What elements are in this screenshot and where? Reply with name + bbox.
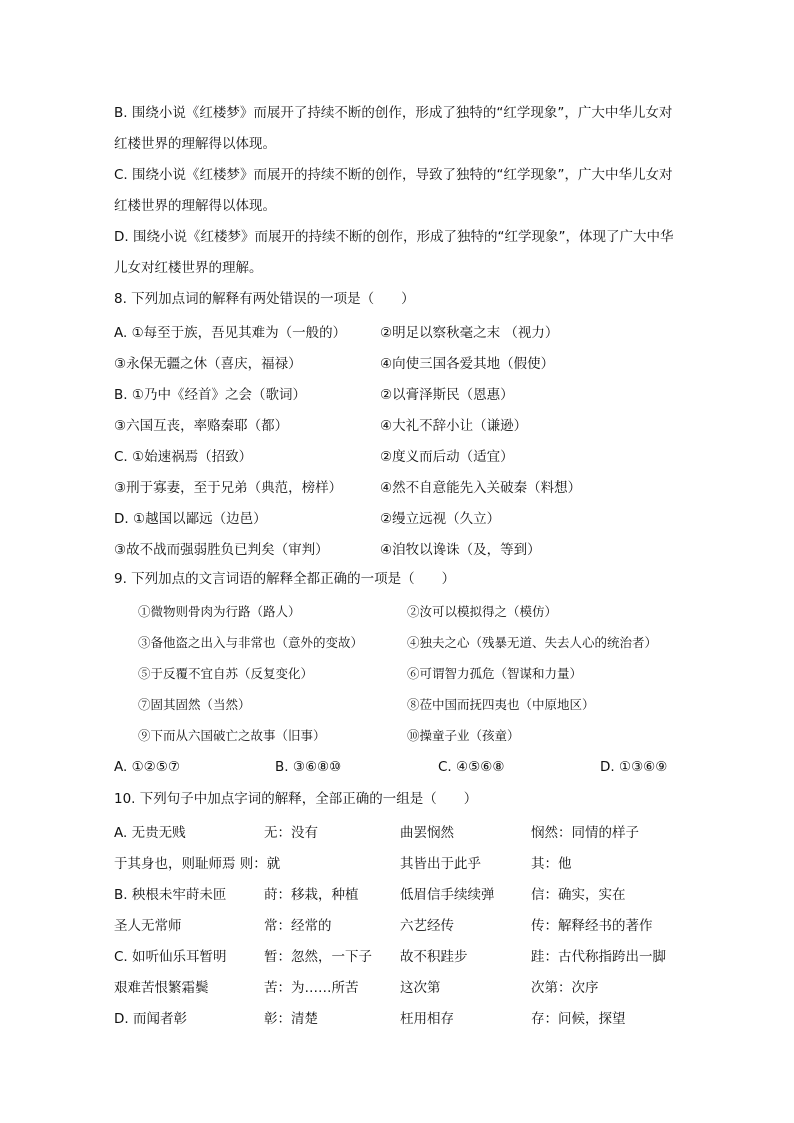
q10-cell: 跬：古代称指跨出一脚 — [531, 949, 666, 965]
q9-answer-option: B. ③⑥⑧⑩ — [275, 759, 342, 775]
q10-cell: 于其身也，则耻师焉 则：就 — [114, 856, 281, 872]
q7-option-b-line2: 红楼世界的理解得以体现。 — [114, 136, 276, 152]
q10-cell: 这次第 — [400, 980, 441, 996]
q9-item: ⑤于反覆不宜自苏（反复变化） — [138, 666, 314, 681]
q10-cell: 无：没有 — [264, 825, 318, 841]
q9-item: ②汝可以模拟得之（模仿） — [407, 604, 558, 619]
q9-item: ④独夫之心（残暴无道、失去人心的统治者） — [407, 635, 658, 650]
q10-cell: 其：他 — [531, 856, 572, 872]
q10-cell: B. 秧根未牢莳未匝 — [114, 887, 227, 903]
q8-item: ④大礼不辞小让（谦逊） — [380, 418, 528, 434]
q9-item: ⑩操童子业（孩童） — [407, 728, 520, 743]
q10-cell: D. 而闻者彰 — [114, 1011, 187, 1027]
q8-item: ②以膏泽斯民（恩惠） — [380, 387, 514, 403]
q10-cell: 次第：次序 — [531, 980, 599, 996]
q10-cell: 信：确实，实在 — [531, 887, 626, 903]
q9-item: ①微物则骨肉为行路（路人） — [138, 604, 301, 619]
q10-cell: 莳：移栽，种植 — [264, 887, 359, 903]
q9-item: ⑨下而从六国破亡之故事（旧事） — [138, 728, 326, 743]
q8-item: ③永保无疆之休（喜庆，福禄） — [114, 356, 302, 372]
q10-cell: 艰难苦恨繁霜鬓 — [114, 980, 209, 996]
q10-cell: 枉用相存 — [400, 1011, 454, 1027]
q10-cell: 常：经常的 — [264, 918, 332, 934]
q9-item: ⑧莅中国而抚四夷也（中原地区） — [407, 697, 595, 712]
q10-stem: 10. 下列句子中加点字词的解释，全部正确的一组是（ ） — [114, 791, 478, 807]
q9-item: ⑦固其固然（当然） — [138, 697, 251, 712]
q8-item: C. ①始速祸焉（招致） — [114, 449, 253, 465]
q10-cell: 曲罢悯然 — [400, 825, 454, 841]
q9-answer-option: D. ①③⑥⑨ — [600, 759, 668, 775]
q9-answer-option: C. ④⑤⑥⑧ — [438, 759, 505, 775]
q8-item: ④然不自意能先入关破秦（料想） — [380, 480, 582, 496]
q10-cell: A. 无贵无贱 — [114, 825, 186, 841]
q8-item: ②缦立远视（久立） — [380, 511, 501, 527]
q8-item: ④向使三国各爱其地（假使） — [380, 356, 555, 372]
q7-option-d-line1: D. 围绕小说《红楼梦》而展开的持续不断的创作，形成了独特的“红学现象”，体现了广大中华 — [114, 229, 674, 245]
q8-item: ③刑于寡妻，至于兄弟（典范，榜样） — [114, 480, 343, 496]
q10-cell: 悯然：同情的样子 — [531, 825, 639, 841]
q10-cell: C. 如听仙乐耳暂明 — [114, 949, 227, 965]
q7-option-b-line1: B. 围绕小说《红楼梦》而展开了持续不断的创作，形成了独特的“红学现象”，广大中华儿女对 — [114, 105, 673, 121]
q7-option-c-line2: 红楼世界的理解得以体现。 — [114, 198, 276, 214]
q9-item: ③备他盗之出入与非常也（意外的变故） — [138, 635, 364, 650]
q8-item: ④洎牧以谗诛（及，等到） — [380, 542, 541, 558]
q9-answer-option: A. ①②⑤⑦ — [114, 759, 180, 775]
q9-item: ⑥可谓智力孤危（智谋和力量） — [407, 666, 583, 681]
q7-option-c-line1: C. 围绕小说《红楼梦》而展开的持续不断的创作，导致了独特的“红学现象”，广大中华儿女对 — [114, 167, 673, 183]
q9-stem: 9. 下列加点的文言词语的解释全都正确的一项是（ ） — [114, 571, 456, 587]
q8-item: ②明足以察秋毫之末 （视力） — [380, 325, 559, 341]
q10-cell: 存：问候，探望 — [531, 1011, 626, 1027]
q10-cell: 彰：清楚 — [264, 1011, 318, 1027]
q8-item: A. ①每至于族，吾见其难为（一般的） — [114, 325, 347, 341]
q10-cell: 暂：忽然，一下子 — [264, 949, 372, 965]
q10-cell: 低眉信手续续弹 — [400, 887, 495, 903]
q10-cell: 圣人无常师 — [114, 918, 182, 934]
q8-item: B. ①乃中《经首》之会（歌词） — [114, 387, 306, 403]
q10-cell: 其皆出于此乎 — [400, 856, 481, 872]
q10-cell: 苦：为……所苦 — [264, 980, 359, 996]
q10-cell: 六艺经传 — [400, 918, 454, 934]
q8-item: ③故不战而强弱胜负已判矣（审判） — [114, 542, 329, 558]
q7-option-d-line2: 儿女对红楼世界的理解。 — [114, 260, 263, 276]
q8-stem: 8. 下列加点词的解释有两处错误的一项是（ ） — [114, 291, 415, 307]
q8-item: ③六国互丧，率赂秦耶（都） — [114, 418, 289, 434]
q8-item: ②度义而后动（适宜） — [380, 449, 514, 465]
q10-cell: 故不积跬步 — [400, 949, 468, 965]
q8-item: D. ①越国以鄙远（边邑） — [114, 511, 267, 527]
q10-cell: 传：解释经书的著作 — [531, 918, 653, 934]
